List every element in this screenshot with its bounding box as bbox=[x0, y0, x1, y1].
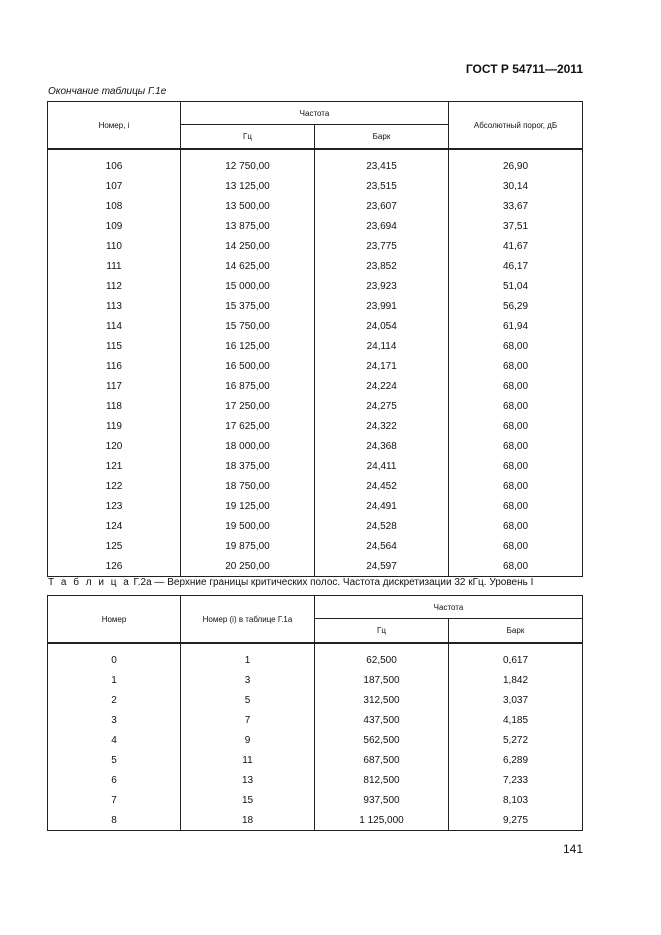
table-row bbox=[48, 496, 583, 516]
table-row bbox=[48, 770, 583, 790]
table-cell: 0 bbox=[48, 643, 181, 670]
table-cell: 8 bbox=[48, 810, 181, 831]
table-cell: 23,852 bbox=[315, 256, 449, 276]
table-cell: 113 bbox=[48, 296, 181, 316]
table-cell: 16 125,00 bbox=[181, 336, 315, 356]
table-row bbox=[48, 536, 583, 556]
table2-caption-prefix: Т а б л и ц а bbox=[48, 577, 131, 588]
table-cell: 812,500 bbox=[315, 770, 449, 790]
table-cell: 187,500 bbox=[315, 670, 449, 690]
table-cell: 13 500,00 bbox=[181, 196, 315, 216]
table-cell: 4 bbox=[48, 730, 181, 750]
table-row bbox=[48, 256, 583, 276]
table1-caption: Окончание таблицы Г.1е bbox=[48, 86, 167, 97]
table-cell: 119 bbox=[48, 416, 181, 436]
table-cell: 68,00 bbox=[449, 456, 583, 476]
table-cell: 61,94 bbox=[449, 316, 583, 336]
table-cell: 68,00 bbox=[449, 536, 583, 556]
table-cell: 3 bbox=[181, 670, 315, 690]
table-cell: 37,51 bbox=[449, 216, 583, 236]
table2-body bbox=[48, 643, 583, 831]
table-row bbox=[48, 216, 583, 236]
table-cell: 937,500 bbox=[315, 790, 449, 810]
table-cell: 1 bbox=[181, 643, 315, 670]
table-cell: 124 bbox=[48, 516, 181, 536]
table-cell: 17 625,00 bbox=[181, 416, 315, 436]
col-number-header: Номер, i bbox=[48, 102, 181, 150]
table-row bbox=[48, 476, 583, 496]
table-cell: 24,564 bbox=[315, 536, 449, 556]
table-cell: 1,842 bbox=[449, 670, 583, 690]
table-cell: 15 000,00 bbox=[181, 276, 315, 296]
table-cell: 116 bbox=[48, 356, 181, 376]
table-cell: 5,272 bbox=[449, 730, 583, 750]
table-cell: 117 bbox=[48, 376, 181, 396]
table-cell: 41,67 bbox=[449, 236, 583, 256]
table-cell: 5 bbox=[48, 750, 181, 770]
table-cell: 62,500 bbox=[315, 643, 449, 670]
table1-body bbox=[48, 149, 583, 577]
table-cell: 46,17 bbox=[449, 256, 583, 276]
table-cell: 126 bbox=[48, 556, 181, 577]
table-row bbox=[48, 196, 583, 216]
table-row bbox=[48, 670, 583, 690]
table-cell: 19 125,00 bbox=[181, 496, 315, 516]
table-row bbox=[48, 690, 583, 710]
table-cell: 15 750,00 bbox=[181, 316, 315, 336]
table-cell: 24,275 bbox=[315, 396, 449, 416]
table-cell: 1 bbox=[48, 670, 181, 690]
table-cell: 9 bbox=[181, 730, 315, 750]
table-cell: 68,00 bbox=[449, 396, 583, 416]
table-cell: 110 bbox=[48, 236, 181, 256]
col-hz-header: Гц bbox=[315, 619, 449, 644]
table-row bbox=[48, 176, 583, 196]
table-cell: 20 250,00 bbox=[181, 556, 315, 577]
table-cell: 24,368 bbox=[315, 436, 449, 456]
table-cell: 7 bbox=[48, 790, 181, 810]
table-cell: 18 000,00 bbox=[181, 436, 315, 456]
table-row bbox=[48, 236, 583, 256]
table-cell: 18 375,00 bbox=[181, 456, 315, 476]
table-cell: 7,233 bbox=[449, 770, 583, 790]
table-row bbox=[48, 149, 583, 176]
col-hz-header: Гц bbox=[181, 125, 315, 150]
table-cell: 19 500,00 bbox=[181, 516, 315, 536]
table-cell: 33,67 bbox=[449, 196, 583, 216]
table-cell: 15 bbox=[181, 790, 315, 810]
table-row bbox=[48, 436, 583, 456]
table-cell: 562,500 bbox=[315, 730, 449, 750]
table-cell: 68,00 bbox=[449, 356, 583, 376]
table-cell: 24,171 bbox=[315, 356, 449, 376]
table-cell: 24,597 bbox=[315, 556, 449, 577]
table-cell: 17 250,00 bbox=[181, 396, 315, 416]
table-row bbox=[48, 396, 583, 416]
table-cell: 118 bbox=[48, 396, 181, 416]
col-index-header: Номер (i) в таблице Г.1а bbox=[181, 596, 315, 644]
table-row bbox=[48, 710, 583, 730]
col-threshold-header: Абсолютный порог, дБ bbox=[449, 102, 583, 150]
table-cell: 24,322 bbox=[315, 416, 449, 436]
table-cell: 68,00 bbox=[449, 336, 583, 356]
table-cell: 15 375,00 bbox=[181, 296, 315, 316]
table-cell: 24,411 bbox=[315, 456, 449, 476]
table-cell: 68,00 bbox=[449, 436, 583, 456]
table-cell: 3,037 bbox=[449, 690, 583, 710]
table-cell: 24,528 bbox=[315, 516, 449, 536]
table-cell: 111 bbox=[48, 256, 181, 276]
table-cell: 51,04 bbox=[449, 276, 583, 296]
table2-caption bbox=[48, 577, 533, 588]
table2 bbox=[47, 595, 583, 831]
table-cell: 14 250,00 bbox=[181, 236, 315, 256]
table-cell: 5 bbox=[181, 690, 315, 710]
table-cell: 312,500 bbox=[315, 690, 449, 710]
table-cell: 4,185 bbox=[449, 710, 583, 730]
table-cell: 121 bbox=[48, 456, 181, 476]
table-cell: 23,415 bbox=[315, 149, 449, 176]
table-row bbox=[48, 316, 583, 336]
page-number: 141 bbox=[562, 842, 583, 856]
table-cell: 23,775 bbox=[315, 236, 449, 256]
table-cell: 18 750,00 bbox=[181, 476, 315, 496]
table-cell: 120 bbox=[48, 436, 181, 456]
table-cell: 437,500 bbox=[315, 710, 449, 730]
table-cell: 687,500 bbox=[315, 750, 449, 770]
table-cell: 0,617 bbox=[449, 643, 583, 670]
table-cell: 7 bbox=[181, 710, 315, 730]
table-row bbox=[48, 296, 583, 316]
table-row bbox=[48, 643, 583, 670]
table-row bbox=[48, 376, 583, 396]
table-cell: 122 bbox=[48, 476, 181, 496]
table-cell: 24,224 bbox=[315, 376, 449, 396]
table2-caption-text: Г.2а — Верхние границы критических полос. Частота дискретизации 32 кГц. Уровень I bbox=[130, 577, 534, 588]
table1 bbox=[47, 101, 583, 577]
table-cell: 114 bbox=[48, 316, 181, 336]
table-cell: 3 bbox=[48, 710, 181, 730]
table-cell: 6 bbox=[48, 770, 181, 790]
col-bark-header: Барк bbox=[315, 125, 449, 150]
table-cell: 107 bbox=[48, 176, 181, 196]
table-cell: 30,14 bbox=[449, 176, 583, 196]
table-row bbox=[48, 336, 583, 356]
col-number-header: Номер bbox=[48, 596, 181, 644]
table-cell: 23,694 bbox=[315, 216, 449, 236]
col-frequency-header: Частота bbox=[181, 102, 449, 125]
table-cell: 115 bbox=[48, 336, 181, 356]
col-frequency-header: Частота bbox=[315, 596, 583, 619]
table-row bbox=[48, 750, 583, 770]
table-cell: 68,00 bbox=[449, 416, 583, 436]
table-row bbox=[48, 356, 583, 376]
table-row bbox=[48, 456, 583, 476]
col-bark-header: Барк bbox=[449, 619, 583, 644]
table-cell: 16 875,00 bbox=[181, 376, 315, 396]
table-cell: 9,275 bbox=[449, 810, 583, 831]
table-cell: 24,452 bbox=[315, 476, 449, 496]
table-cell: 106 bbox=[48, 149, 181, 176]
table-cell: 2 bbox=[48, 690, 181, 710]
table-cell: 68,00 bbox=[449, 516, 583, 536]
table-cell: 68,00 bbox=[449, 376, 583, 396]
table-cell: 68,00 bbox=[449, 556, 583, 577]
table-row bbox=[48, 730, 583, 750]
table-cell: 123 bbox=[48, 496, 181, 516]
table-cell: 19 875,00 bbox=[181, 536, 315, 556]
table-cell: 56,29 bbox=[449, 296, 583, 316]
table-cell: 14 625,00 bbox=[181, 256, 315, 276]
table-cell: 18 bbox=[181, 810, 315, 831]
table-row bbox=[48, 790, 583, 810]
table-cell: 23,991 bbox=[315, 296, 449, 316]
table-cell: 24,491 bbox=[315, 496, 449, 516]
standard-number: ГОСТ Р 54711—2011 bbox=[465, 62, 583, 76]
table-row bbox=[48, 516, 583, 536]
table-cell: 16 500,00 bbox=[181, 356, 315, 376]
table-cell: 13 875,00 bbox=[181, 216, 315, 236]
table-cell: 108 bbox=[48, 196, 181, 216]
table-cell: 1 125,000 bbox=[315, 810, 449, 831]
table-row bbox=[48, 556, 583, 577]
table-cell: 23,923 bbox=[315, 276, 449, 296]
table-cell: 11 bbox=[181, 750, 315, 770]
table-cell: 112 bbox=[48, 276, 181, 296]
table-cell: 26,90 bbox=[449, 149, 583, 176]
table-row bbox=[48, 810, 583, 831]
table-cell: 109 bbox=[48, 216, 181, 236]
table-cell: 13 125,00 bbox=[181, 176, 315, 196]
table-cell: 23,515 bbox=[315, 176, 449, 196]
table-cell: 125 bbox=[48, 536, 181, 556]
table-cell: 8,103 bbox=[449, 790, 583, 810]
table-row bbox=[48, 416, 583, 436]
table-cell: 23,607 bbox=[315, 196, 449, 216]
table-cell: 24,114 bbox=[315, 336, 449, 356]
table-cell: 13 bbox=[181, 770, 315, 790]
table-cell: 6,289 bbox=[449, 750, 583, 770]
table-cell: 12 750,00 bbox=[181, 149, 315, 176]
table-cell: 68,00 bbox=[449, 476, 583, 496]
table-row bbox=[48, 276, 583, 296]
table-cell: 68,00 bbox=[449, 496, 583, 516]
table-cell: 24,054 bbox=[315, 316, 449, 336]
